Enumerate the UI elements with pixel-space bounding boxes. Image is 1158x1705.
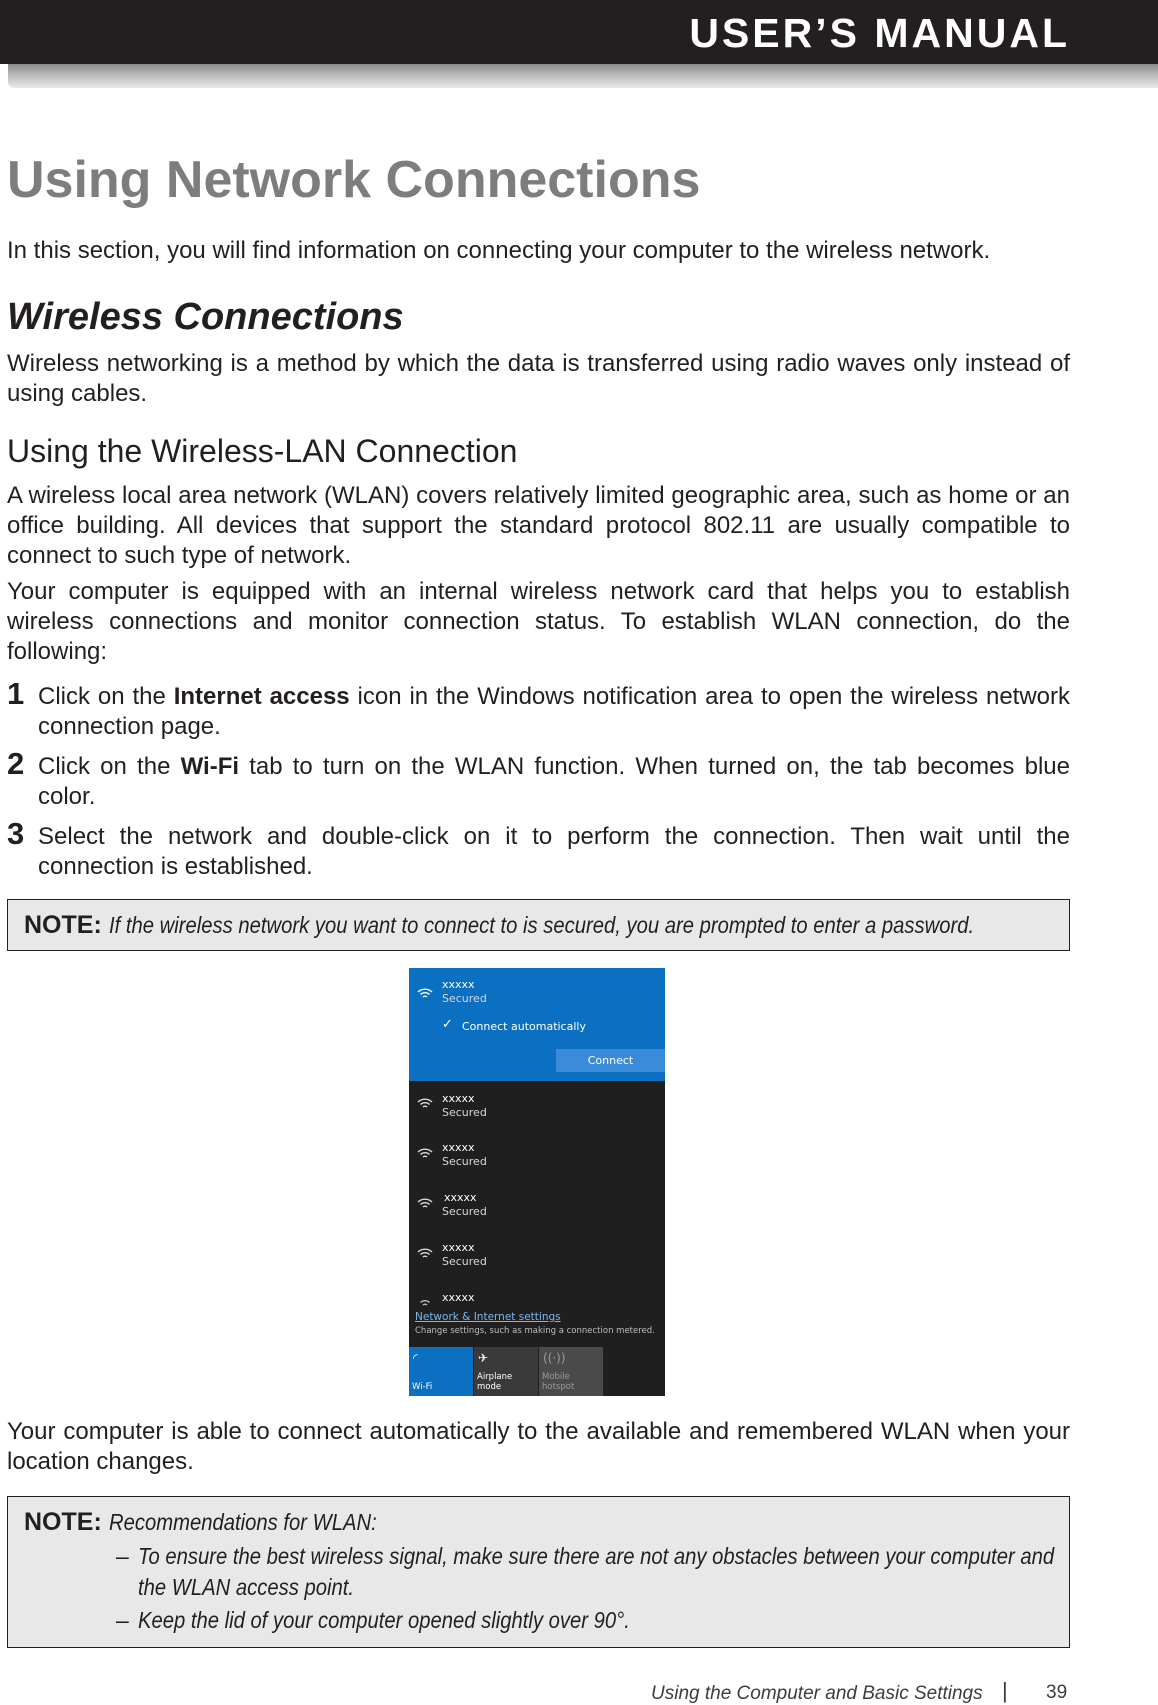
auto-connect-text: Your computer is able to connect automatically to the available and remembered WLAN when your location changes. bbox=[7, 1418, 1070, 1475]
note-box-recommendations bbox=[7, 1496, 1070, 1648]
step-text: Click on the Wi-Fi tab to turn on the WLAN function. When turned on, the tab becomes blue color. bbox=[38, 753, 1070, 810]
wifi-signal-icon bbox=[416, 1242, 434, 1260]
wlan-desc-2: Your computer is equipped with an internal wireless network card that helps you to establish wireless connections and monitor connection status. To establish WLAN connection, do the following: bbox=[7, 578, 1070, 665]
note-label: NOTE: bbox=[24, 1508, 102, 1536]
note-text: If the wireless network you want to connect to is secured, you are prompted to enter a password. bbox=[109, 912, 975, 938]
step-number: 1 bbox=[7, 676, 25, 711]
footer-section: Using the Computer and Basic Settings bbox=[651, 1683, 983, 1704]
airplane-mode-tile[interactable] bbox=[474, 1347, 538, 1396]
network-ssid[interactable]: xxxxx bbox=[442, 1291, 475, 1304]
mobile-hotspot-tile[interactable] bbox=[539, 1347, 603, 1396]
connect-button[interactable]: Connect bbox=[556, 1049, 665, 1072]
section-heading-wireless: Wireless Connections bbox=[7, 296, 404, 338]
bullet-dash: – bbox=[116, 1607, 129, 1633]
wifi-tile-label: Wi-Fi bbox=[412, 1382, 433, 1392]
wifi-signal-icon bbox=[416, 982, 434, 1000]
network-ssid[interactable]: xxxxx bbox=[442, 1141, 475, 1154]
intro-text: In this section, you will find information on connecting your computer to the wireless network. bbox=[7, 237, 991, 264]
step-text: Click on the Internet access icon in the Windows notification area to open the wireless network connection page. bbox=[38, 683, 1071, 740]
network-flyout-screenshot bbox=[409, 968, 665, 1396]
network-status: Secured bbox=[442, 1205, 487, 1218]
manual-title: USER’S MANUAL bbox=[689, 10, 1070, 56]
wifi-signal-icon bbox=[416, 1142, 434, 1160]
network-status: Secured bbox=[442, 1155, 487, 1168]
network-status: Secured bbox=[442, 1106, 487, 1119]
note-box-password bbox=[7, 899, 1070, 951]
wireless-desc: Wireless networking is a method by which the data is transferred using radio waves only instead of using cables. bbox=[7, 350, 1070, 407]
header-shadow bbox=[8, 64, 1158, 88]
page-number: 39 bbox=[1046, 1682, 1068, 1703]
bullet-text: To ensure the best wireless signal, make sure there are not any obstacles between your computer and the WLAN access point. bbox=[138, 1543, 1055, 1600]
network-ssid[interactable]: xxxxx bbox=[444, 1191, 477, 1204]
network-ssid: xxxxx bbox=[442, 978, 475, 991]
note-title: Recommendations for WLAN: bbox=[109, 1509, 377, 1535]
network-settings-link[interactable]: Network & Internet settings bbox=[415, 1311, 561, 1323]
step-text: Select the network and double-click on it to perform the connection. Then wait until the connection is established. bbox=[38, 823, 1070, 880]
wlan-desc-1: A wireless local area network (WLAN) covers relatively limited geographic area, such as home or an office building. All devices that support the standard protocol 802.11 are usually compatible to connect to such type of network. bbox=[7, 482, 1070, 569]
step-number: 2 bbox=[7, 746, 25, 781]
network-status: Secured bbox=[442, 992, 487, 1005]
airplane-mode-label: Airplane mode bbox=[477, 1372, 513, 1392]
network-status: Secured bbox=[442, 1255, 487, 1268]
step-3 bbox=[7, 816, 1070, 882]
wifi-icon: ◜ bbox=[413, 1351, 418, 1365]
wifi-signal-icon bbox=[416, 1092, 434, 1110]
mobile-hotspot-label: Mobile hotspot bbox=[542, 1372, 575, 1392]
subsection-heading-wlan: Using the Wireless-LAN Connection bbox=[7, 433, 518, 469]
step-number: 3 bbox=[7, 816, 25, 851]
wifi-signal-icon bbox=[416, 1290, 434, 1308]
page-title: Using Network Connections bbox=[7, 151, 701, 209]
network-ssid[interactable]: xxxxx bbox=[442, 1241, 475, 1254]
footer-separator: | bbox=[1002, 1678, 1008, 1703]
airplane-icon: ✈ bbox=[478, 1351, 489, 1365]
connect-automatically-label: Connect automatically bbox=[462, 1020, 586, 1033]
hotspot-icon: ((·)) bbox=[543, 1351, 566, 1365]
note-label: NOTE: bbox=[24, 911, 102, 939]
step-1 bbox=[7, 676, 1071, 742]
bullet-text: Keep the lid of your computer opened slightly over 90°. bbox=[138, 1607, 630, 1633]
checkmark-icon: ✓ bbox=[442, 1017, 453, 1032]
wifi-tile[interactable] bbox=[409, 1347, 473, 1396]
wifi-signal-icon bbox=[416, 1192, 434, 1210]
step-2 bbox=[7, 746, 1070, 812]
network-ssid[interactable]: xxxxx bbox=[442, 1092, 475, 1105]
bullet-dash: – bbox=[116, 1543, 129, 1569]
network-settings-subtext: Change settings, such as making a connection metered. bbox=[415, 1326, 655, 1336]
